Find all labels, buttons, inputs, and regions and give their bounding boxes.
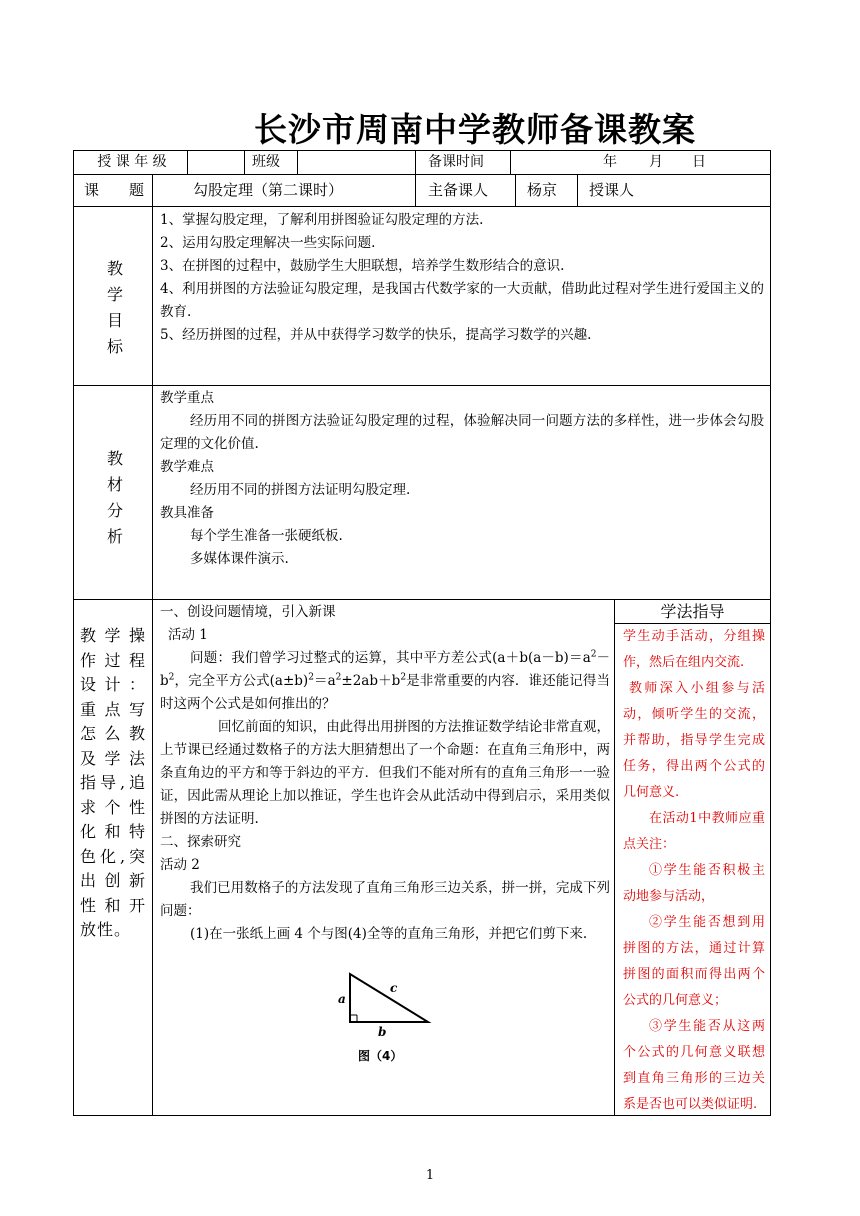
main-preparer-value: 杨京 xyxy=(527,181,558,199)
difficulty-title: 教学难点 xyxy=(160,459,214,475)
tools-title: 教具准备 xyxy=(160,505,214,521)
objective-item: 3、在拼图的过程中，鼓励学生大胆联想，培养学生数形结合的意识. xyxy=(160,258,565,274)
guide-paragraph: 教师深入小组参与活动，倾听学生的交流，并帮助，指导学生完成任务，得出两个公式的几何意义. xyxy=(623,681,765,800)
year-label: 年 xyxy=(603,154,617,170)
difficulty-text: 经历用不同的拼图方法证明勾股定理. xyxy=(190,482,411,498)
grade-label: 授 课 年 级 xyxy=(97,154,167,170)
document-title: 长沙市周南中学教师备课教案 xyxy=(254,110,696,149)
day-label: 日 xyxy=(692,154,706,170)
side-b-label: b xyxy=(378,1025,387,1039)
topic-label: 课 题 xyxy=(83,181,144,199)
process-label: 教学操作过程设计：重点写怎么教及学法指导,追求个性化和特色化,突出创新性和开放性。 xyxy=(80,626,146,939)
guide-content xyxy=(623,624,765,1118)
activity-2-title: 活动 2 xyxy=(160,857,200,873)
guide-paragraph: ②学生能否想到用拼图的方法，通过计算拼图的面积而得出两个公式的几何意义； xyxy=(623,915,765,1008)
month-label: 月 xyxy=(649,154,663,170)
prep-time-label: 备课时间 xyxy=(428,154,484,170)
question-text: 问题：我们曾学习过整式的运算，其中平方差公式($a+b(a-b)=a^2-b^2$，完全平方公式$(a\pm b)^2=a^2\pm 2ab+b^2$是非常重要的内容．谁还能记得当时这两个公式是如何推出的？ xyxy=(160,649,611,712)
objective-item: 1、掌握勾股定理，了解利用拼图验证勾股定理的方法. xyxy=(160,212,484,228)
objectives-list xyxy=(160,209,764,347)
activity-2-item-1: (1)在一张纸上画 4 个与图(4)全等的直角三角形，并把它们剪下来. xyxy=(190,926,588,942)
tools-item: 每个学生准备一张硬纸板. xyxy=(190,528,343,544)
recall-text: 回忆前面的知识，由此得出用拼图的方法推证数学结论非常直观，上节课已经通过数格子的方法大胆猜想出了一个命题：在直角三角形中，两条直角边的平方和等于斜边的平方．但我们不能对所有的直角三角形一一验证，因此需从理论上加以推证，学生也许会从此活动中得到启示，采用类似拼图的方法证明. xyxy=(160,719,610,827)
objective-item: 4、利用拼图的方法验证勾股定理，是我国古代数学家的一大贡献，借助此过程对学生进行爱国主义的教育. xyxy=(160,281,764,320)
guide-paragraph: ③学生能否从这两个公式的几何意义联想到直角三角形的三边关系是否也可以类似证明. xyxy=(623,1019,765,1112)
page-number: 1 xyxy=(425,1168,435,1183)
objective-item: 5、经历拼图的过程，并从中获得学习数学的快乐，提高学习数学的兴趣. xyxy=(160,327,592,343)
side-c-label: c xyxy=(390,981,398,995)
focus-title: 教学重点 xyxy=(160,390,214,406)
section-1-title: 一、创设问题情境，引入新课 xyxy=(160,604,336,620)
activity-2-text: 我们已用数格子的方法发现了直角三角形三边关系，拼一拼，完成下列问题： xyxy=(160,880,610,919)
class-label: 班级 xyxy=(252,154,280,170)
analysis-label: 教 材 分 析 xyxy=(106,449,123,546)
tools-item: 多媒体课件演示. xyxy=(190,551,289,567)
analysis-content xyxy=(160,387,764,571)
teacher-label: 授课人 xyxy=(589,181,635,199)
section-2-title: 二、探索研究 xyxy=(160,834,241,850)
topic-value: 勾股定理（第二课时） xyxy=(193,181,344,199)
focus-text: 经历用不同的拼图方法验证勾股定理的过程，体验解决同一问题方法的多样性，进一步体会勾股定理的文化价值. xyxy=(160,413,764,452)
main-preparer-label: 主备课人 xyxy=(428,181,489,199)
guide-paragraph: ①学生能否积极主动地参与活动， xyxy=(623,863,765,904)
process-content xyxy=(160,601,610,946)
activity-1-title: 活动 1 xyxy=(168,627,208,643)
figure-caption: 图（4） xyxy=(358,1049,403,1063)
guide-header: 学法指导 xyxy=(660,602,725,621)
guide-paragraph: 学生动手活动，分组操作，然后在组内交流. xyxy=(623,629,765,670)
objectives-label: 教 学 目 标 xyxy=(106,259,123,356)
guide-paragraph: 在活动1中教师应重点关注： xyxy=(623,811,765,852)
side-a-label: a xyxy=(338,992,346,1006)
objective-item: 2、运用勾股定理解决一些实际问题. xyxy=(160,235,376,251)
right-triangle-figure xyxy=(330,968,440,1068)
